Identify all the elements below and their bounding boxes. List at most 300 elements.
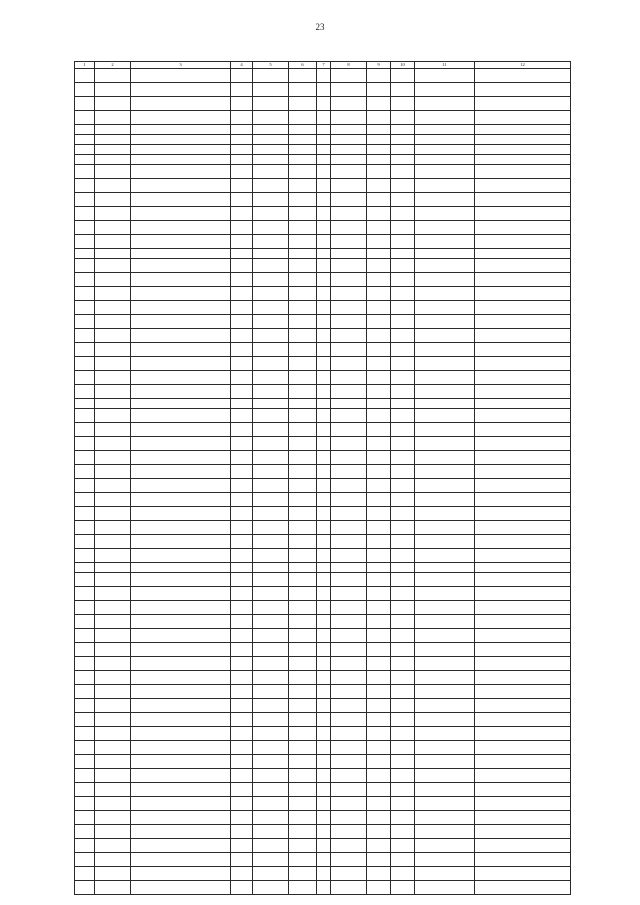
table-cell — [75, 535, 95, 549]
table-cell — [131, 521, 231, 535]
table-cell — [253, 207, 289, 221]
table-cell — [331, 193, 367, 207]
table-cell — [231, 409, 253, 423]
table-cell — [391, 853, 415, 867]
table-cell — [75, 811, 95, 825]
table-cell — [253, 409, 289, 423]
table-cell — [367, 493, 391, 507]
table-cell — [391, 755, 415, 769]
table-cell — [289, 125, 317, 135]
table-cell — [475, 479, 571, 493]
table-cell — [331, 165, 367, 179]
table-cell — [131, 563, 231, 573]
table-cell — [475, 207, 571, 221]
table-cell — [415, 437, 475, 451]
table-cell — [415, 221, 475, 235]
table-row — [75, 671, 571, 685]
table-cell — [331, 343, 367, 357]
page-number: 23 — [315, 22, 325, 32]
table-cell — [391, 741, 415, 755]
table-cell — [367, 145, 391, 155]
table-cell — [95, 615, 131, 629]
table-row — [75, 657, 571, 671]
table-cell — [415, 629, 475, 643]
table-cell — [95, 145, 131, 155]
table-cell — [131, 221, 231, 235]
table-row — [75, 629, 571, 643]
table-cell — [367, 273, 391, 287]
table-cell — [289, 601, 317, 615]
table-cell — [131, 685, 231, 699]
table-cell — [391, 409, 415, 423]
table-cell — [391, 97, 415, 111]
table-cell — [367, 629, 391, 643]
table-cell — [415, 301, 475, 315]
table-cell — [475, 315, 571, 329]
table-cell — [231, 343, 253, 357]
table-cell — [415, 451, 475, 465]
table-cell — [95, 207, 131, 221]
column-number: 7 — [317, 62, 331, 69]
table-cell — [475, 409, 571, 423]
table-cell — [253, 521, 289, 535]
table-cell — [475, 797, 571, 811]
column-number: 11 — [415, 62, 475, 69]
table-cell — [317, 615, 331, 629]
table-cell — [253, 69, 289, 83]
table-cell — [475, 423, 571, 437]
table-cell — [475, 343, 571, 357]
table-cell — [317, 315, 331, 329]
table-cell — [415, 783, 475, 797]
table-cell — [415, 207, 475, 221]
table-cell — [317, 839, 331, 853]
table-cell — [415, 179, 475, 193]
table-cell — [131, 741, 231, 755]
table-cell — [317, 259, 331, 273]
table-cell — [367, 111, 391, 125]
table-cell — [231, 451, 253, 465]
table-cell — [391, 179, 415, 193]
table-cell — [75, 207, 95, 221]
table-cell — [253, 451, 289, 465]
table-cell — [475, 573, 571, 587]
table-cell — [253, 727, 289, 741]
table-cell — [475, 493, 571, 507]
table-cell — [95, 573, 131, 587]
table-cell — [475, 629, 571, 643]
table-cell — [391, 671, 415, 685]
table-cell — [131, 259, 231, 273]
table-row — [75, 221, 571, 235]
table-cell — [331, 155, 367, 165]
table-cell — [331, 727, 367, 741]
table-cell — [253, 235, 289, 249]
table-cell — [391, 643, 415, 657]
table-cell — [289, 573, 317, 587]
table-cell — [317, 273, 331, 287]
table-cell — [317, 549, 331, 563]
table-cell — [367, 287, 391, 301]
table-cell — [475, 727, 571, 741]
table-cell — [415, 479, 475, 493]
table-cell — [253, 825, 289, 839]
table-cell — [95, 221, 131, 235]
table-cell — [95, 125, 131, 135]
table-cell — [331, 853, 367, 867]
table-cell — [415, 699, 475, 713]
table-cell — [367, 685, 391, 699]
table-cell — [331, 357, 367, 371]
table-cell — [391, 573, 415, 587]
table-cell — [317, 629, 331, 643]
table-cell — [331, 587, 367, 601]
table-cell — [415, 549, 475, 563]
table-cell — [289, 135, 317, 145]
table-cell — [367, 385, 391, 399]
table-cell — [253, 273, 289, 287]
table-cell — [289, 563, 317, 573]
table-cell — [331, 549, 367, 563]
table-cell — [475, 371, 571, 385]
table-cell — [231, 399, 253, 409]
table-row — [75, 343, 571, 357]
table-cell — [75, 111, 95, 125]
table-cell — [367, 713, 391, 727]
table-cell — [391, 165, 415, 179]
table-row — [75, 409, 571, 423]
table-cell — [391, 357, 415, 371]
table-cell — [75, 371, 95, 385]
table-cell — [475, 155, 571, 165]
table-cell — [475, 249, 571, 259]
table-cell — [475, 699, 571, 713]
table-cell — [131, 329, 231, 343]
table-cell — [289, 699, 317, 713]
table-row — [75, 493, 571, 507]
table-cell — [253, 549, 289, 563]
table-cell — [475, 615, 571, 629]
table-cell — [289, 671, 317, 685]
table-cell — [95, 479, 131, 493]
table-row — [75, 825, 571, 839]
table-cell — [253, 643, 289, 657]
table-cell — [475, 69, 571, 83]
table-cell — [331, 755, 367, 769]
table-cell — [131, 409, 231, 423]
table-cell — [131, 83, 231, 97]
table-cell — [317, 97, 331, 111]
table-cell — [289, 825, 317, 839]
table-cell — [95, 301, 131, 315]
table-cell — [231, 699, 253, 713]
table-cell — [75, 685, 95, 699]
table-cell — [391, 601, 415, 615]
table-row — [75, 587, 571, 601]
table-cell — [131, 451, 231, 465]
table-cell — [253, 713, 289, 727]
table-cell — [231, 615, 253, 629]
table-cell — [289, 783, 317, 797]
table-cell — [391, 587, 415, 601]
table-cell — [131, 825, 231, 839]
table-cell — [391, 699, 415, 713]
table-cell — [475, 135, 571, 145]
table-cell — [231, 573, 253, 587]
table-cell — [289, 839, 317, 853]
table-cell — [331, 287, 367, 301]
table-row — [75, 207, 571, 221]
table-cell — [317, 755, 331, 769]
table-cell — [75, 409, 95, 423]
table-cell — [475, 287, 571, 301]
table-cell — [317, 111, 331, 125]
table-cell — [317, 125, 331, 135]
table-cell — [415, 135, 475, 145]
table-cell — [391, 315, 415, 329]
table-cell — [367, 259, 391, 273]
table-cell — [95, 783, 131, 797]
table-row — [75, 155, 571, 165]
table-cell — [75, 549, 95, 563]
table-cell — [131, 179, 231, 193]
table-row — [75, 371, 571, 385]
table-cell — [95, 713, 131, 727]
table-row — [75, 145, 571, 155]
table-cell — [475, 643, 571, 657]
table-cell — [231, 755, 253, 769]
table-row — [75, 83, 571, 97]
table-cell — [367, 155, 391, 165]
table-cell — [331, 657, 367, 671]
table-cell — [289, 437, 317, 451]
table-cell — [317, 221, 331, 235]
table-cell — [131, 423, 231, 437]
table-cell — [75, 69, 95, 83]
table-row — [75, 727, 571, 741]
table-cell — [317, 465, 331, 479]
table-cell — [231, 423, 253, 437]
table-cell — [289, 853, 317, 867]
table-cell — [475, 329, 571, 343]
table-cell — [75, 125, 95, 135]
table-row — [75, 111, 571, 125]
table-cell — [75, 165, 95, 179]
table-cell — [331, 685, 367, 699]
table-cell — [131, 193, 231, 207]
table-cell — [367, 563, 391, 573]
table-cell — [95, 563, 131, 573]
table-row — [75, 135, 571, 145]
table-cell — [253, 811, 289, 825]
table-cell — [317, 881, 331, 895]
table-cell — [475, 783, 571, 797]
table-cell — [391, 811, 415, 825]
table-cell — [415, 881, 475, 895]
table-cell — [75, 479, 95, 493]
table-cell — [475, 535, 571, 549]
table-cell — [367, 409, 391, 423]
table-row — [75, 69, 571, 83]
table-cell — [131, 615, 231, 629]
table-cell — [367, 881, 391, 895]
table-cell — [475, 259, 571, 273]
table-cell — [391, 825, 415, 839]
table-cell — [231, 145, 253, 155]
table-cell — [415, 465, 475, 479]
table-cell — [317, 811, 331, 825]
table-cell — [415, 853, 475, 867]
table-cell — [475, 521, 571, 535]
table-cell — [475, 437, 571, 451]
table-cell — [367, 479, 391, 493]
table-cell — [317, 135, 331, 145]
table-cell — [317, 423, 331, 437]
table-cell — [289, 97, 317, 111]
table-cell — [75, 465, 95, 479]
table-cell — [289, 629, 317, 643]
table-cell — [95, 371, 131, 385]
table-cell — [367, 797, 391, 811]
table-cell — [75, 97, 95, 111]
table-cell — [331, 145, 367, 155]
table-row — [75, 535, 571, 549]
table-cell — [367, 451, 391, 465]
table-cell — [253, 563, 289, 573]
table-cell — [95, 287, 131, 301]
table-cell — [367, 329, 391, 343]
table-cell — [331, 125, 367, 135]
table-cell — [131, 867, 231, 881]
table-cell — [289, 235, 317, 249]
table-cell — [253, 437, 289, 451]
table-cell — [391, 235, 415, 249]
table-cell — [415, 193, 475, 207]
table-cell — [131, 657, 231, 671]
table-cell — [95, 867, 131, 881]
table-cell — [231, 811, 253, 825]
table-cell — [331, 83, 367, 97]
table-cell — [95, 343, 131, 357]
table-cell — [131, 249, 231, 259]
table-cell — [391, 521, 415, 535]
table-cell — [317, 193, 331, 207]
table-cell — [317, 437, 331, 451]
table-cell — [75, 521, 95, 535]
table-cell — [131, 699, 231, 713]
table-cell — [331, 273, 367, 287]
table-cell — [231, 125, 253, 135]
table-cell — [391, 69, 415, 83]
table-cell — [367, 437, 391, 451]
table-cell — [95, 249, 131, 259]
table-cell — [331, 111, 367, 125]
table-cell — [75, 507, 95, 521]
table-cell — [253, 783, 289, 797]
table-cell — [331, 69, 367, 83]
table-cell — [475, 671, 571, 685]
table-cell — [331, 259, 367, 273]
table-cell — [367, 727, 391, 741]
table-cell — [391, 193, 415, 207]
table-cell — [317, 479, 331, 493]
table-cell — [95, 273, 131, 287]
table-cell — [289, 409, 317, 423]
table-cell — [475, 853, 571, 867]
table-cell — [317, 385, 331, 399]
table-cell — [391, 479, 415, 493]
table-cell — [367, 83, 391, 97]
table-cell — [95, 259, 131, 273]
table-cell — [331, 521, 367, 535]
table-cell — [415, 399, 475, 409]
table-cell — [75, 587, 95, 601]
table-cell — [415, 643, 475, 657]
table-row — [75, 451, 571, 465]
table-cell — [391, 493, 415, 507]
table-cell — [95, 385, 131, 399]
table-cell — [415, 145, 475, 155]
table-row — [75, 881, 571, 895]
table-cell — [331, 409, 367, 423]
column-number: 10 — [391, 62, 415, 69]
table-cell — [231, 671, 253, 685]
table-cell — [367, 507, 391, 521]
table-cell — [289, 755, 317, 769]
table-cell — [331, 867, 367, 881]
table-cell — [231, 437, 253, 451]
table-cell — [231, 155, 253, 165]
table-cell — [131, 235, 231, 249]
table-cell — [367, 521, 391, 535]
table-cell — [253, 221, 289, 235]
table-cell — [75, 273, 95, 287]
table-row — [75, 853, 571, 867]
table-cell — [391, 451, 415, 465]
table-cell — [131, 287, 231, 301]
table-cell — [253, 507, 289, 521]
table-cell — [231, 179, 253, 193]
table-cell — [475, 357, 571, 371]
table-cell — [289, 315, 317, 329]
table-cell — [289, 249, 317, 259]
table-cell — [231, 549, 253, 563]
table-cell — [331, 451, 367, 465]
table-cell — [317, 657, 331, 671]
table-cell — [75, 301, 95, 315]
table-cell — [331, 713, 367, 727]
table-cell — [317, 713, 331, 727]
table-cell — [317, 825, 331, 839]
table-cell — [415, 343, 475, 357]
table-cell — [289, 615, 317, 629]
table-cell — [231, 385, 253, 399]
table-cell — [289, 507, 317, 521]
table-cell — [367, 125, 391, 135]
table-cell — [75, 423, 95, 437]
table-cell — [289, 713, 317, 727]
table-cell — [367, 371, 391, 385]
table-cell — [231, 221, 253, 235]
table-cell — [75, 493, 95, 507]
table-cell — [317, 573, 331, 587]
table-cell — [95, 629, 131, 643]
table-cell — [231, 465, 253, 479]
table-cell — [367, 783, 391, 797]
table-cell — [253, 685, 289, 699]
table-cell — [475, 741, 571, 755]
table-cell — [95, 685, 131, 699]
